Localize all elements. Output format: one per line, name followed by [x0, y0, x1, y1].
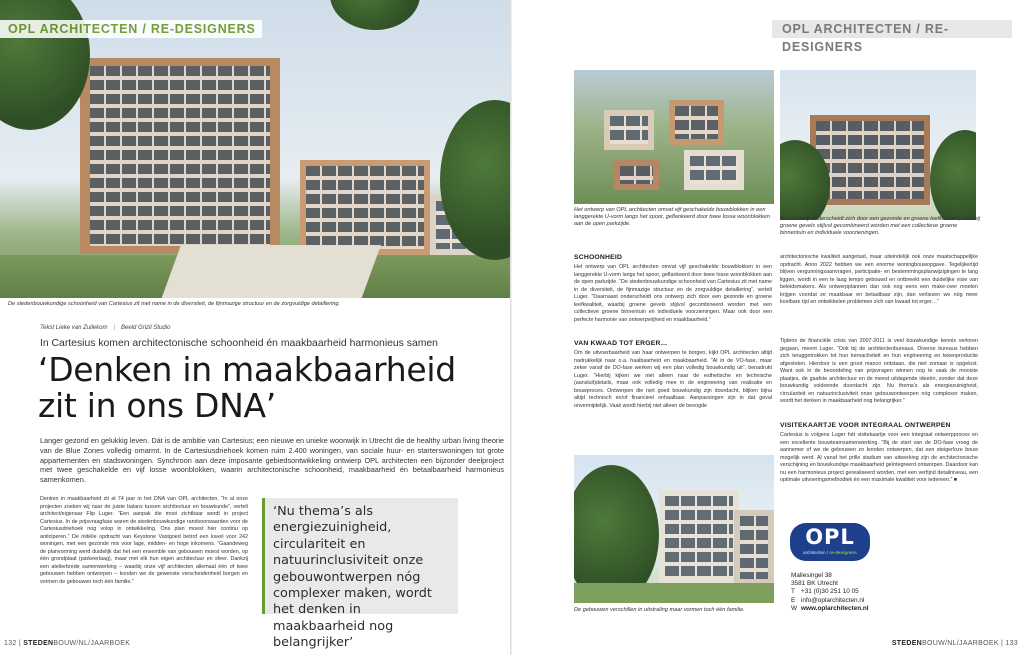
park-path: [159, 245, 381, 298]
phone-number: +31 (0)30 251 10 05: [801, 588, 859, 596]
hero-photo: [0, 0, 512, 298]
body-schoonheid: Het ontwerp van OPL architecten omvat vijf geschakelde bouwblokken in een langgerekte U-vorm langs het spoor, geflankeerd door twee losse woonblokken aan de open parkzijde. “De stedenbouwkundige schoonheid van Cartesius zit met name in de diversiteit, de fijnmazige structuur en de zorgvuldige detaillering”, vertelt Luger. “Daarnaast onderscheidt ons ontwerp zich door een gezonde en groene leefkwaliteit, waarbij groene gevels stijlvol gecombineerd worden met een collectieve groene binnentuin en individuele voorzieningen. Maar ook door een perfecte harmonie van ontwerpvrijheid en maakbaarheid.”: [574, 264, 772, 323]
address-city: 3581 BK Utrecht: [791, 580, 838, 588]
web-line: [791, 605, 869, 613]
bottom-photo-caption: De gebouwen verschillen in uitstraling maar vormen toch één familie.: [574, 607, 745, 613]
tree: [330, 0, 420, 30]
brand-bold-left: STEDEN: [23, 640, 54, 647]
logo-text: OPL: [805, 525, 855, 549]
main-building: [80, 58, 280, 254]
aerial-caption-1: Het ontwerp van OPL architecten omvat vijf geschakelde bouwblokken in een langgerekte U-vorm langs het spoor, geflankeerd door twee losse woonblokken aan de open parkzijde.: [574, 207, 770, 228]
standfirst: Langer gezond en gelukkig leven. Dát is de ambitie van Cartesius; een nieuwe en unieke woonwijk in Utrecht die de healthy urban living theorie van de Blue Zones volledig omarmt. In de Cartesiusdriehoek komen ruim 2.400 woningen, van sociale huur- en starterswoningen tot grote appartementen en stadswoningen. Synchroon aan deze imposante gebiedsontwikkeling ontwierp OPL architecten een bijzonder deelproject met twee geschakelde en vijf losse woonblokken, waarin architectonische schoonheid, maakbaarheid én betaalbaarheid harmonieus samenkomen.: [40, 436, 504, 485]
right-page: [512, 0, 1024, 655]
logo-sub-architecten: architecten: [803, 550, 826, 555]
body-right-2: Tijdens de financiële crisis van 2007-2011 is veel bouwkundige kennis verloren gegaan, meent Luger. “Ook bij de architectenbureaus. Diverse bureaus hebben zich teruggetrokken tot hun kernactiviteit en hun engineering en tekenproductie afgestoten. Hierdoor is een groot manco ontstaan, die niet zomaar is opgelost. Want ook in de beoordeling van prijsvragen winnen nog te vaak de mooiste plaatjes, de gaafste architectuur en de meest uitdagende ideeën, zonder dat deze bouwkundig voldoende doordacht zijn. Nu thema’s als energiezuinigheid, circulariteit en natuurinclusiviteit onze gebouwontwerpen nóg complexer maken, wordt het denken in maakbaarheid nog belangrijker.”: [780, 338, 978, 405]
article-credits: Tekst Lieke van Zuilekom | Beeld Grizli Studio: [40, 325, 171, 331]
website-link[interactable]: www.oplarchitecten.nl: [801, 604, 869, 612]
bottom-photo: [574, 455, 774, 603]
phone-label: T: [791, 588, 795, 596]
pull-quote: [262, 498, 458, 651]
body-right-1: architectonische kwaliteit aangetast, maar uiteindelijk ook onze maatschappelijke opdracht. Anno 2022 hebben we een enorme woningbouwopgave. Tegelijkertijd blijven vergunningsaanvragen, participatie- en bestemmingsplanwijzigingen te lang liggen, wordt in een te laag tempo gebouwd en ontbreekt een duidelijke visie van beleidsmakers. Als ontwerpplannen dan ook nog eens een make-over moeten krijgen voordat ze maakbaar en betaalbaar zijn, dan verliezen we nóg meer kostbare tijd en ontwikkelen problemen zich van kwaad tot erger…”: [780, 254, 978, 306]
logo-sub-redesigners: re-designers: [829, 550, 857, 555]
logo-subtitle: architecten / re-designers: [803, 550, 857, 555]
opl-logo: [790, 523, 870, 563]
body-kwaad: Om de uitvoerbaarheid van haar ontwerpen te borgen, kijkt OPL architecten altijd nadrukkelijk naar o.a. haalbaarheid en maakbaarheid. “Al in de VO-fase, maar zeker vanaf de DO-fase werken wij een plan volledig bouwkundig uit”, benadrukt Luger. “Hierbij kijken we niet alleen naar de esthetische en technische (aansluit)details, maar ook volledig mee in de engineering van realisatie en bouwproces. Ontwerpen die niet goed bouwkundig zijn doordacht, blijken bijna altijd technisch en/of financieel onhaalbaar. Aanpassingen zijn in dat geval onvermijdelijk. Vaak wordt hierbij niet alleen de beoogde: [574, 350, 772, 409]
address-street: Mallesingel 38: [791, 572, 832, 579]
email-label: E: [791, 596, 796, 604]
heading-kwaad: VAN KWAAD TOT ERGER…: [574, 340, 668, 347]
hero-caption: De stedenbouwkundige schoonheid van Cartesius zit met name in de diversiteit, de fijnmazige structuur en de zorgvuldige detaillering.: [8, 301, 341, 307]
web-label: W: [791, 604, 798, 612]
logo-badge: [790, 523, 870, 561]
folio-left: 132 | STEDENBOUW/NL/JAARBOEK: [4, 640, 131, 647]
credit-text: Tekst Lieke van Zuilekom: [40, 325, 108, 331]
section-title-right: OPL ARCHITECTEN / RE-DESIGNERS: [782, 22, 949, 54]
folio-right: STEDENBOUW/NL/JAARBOEK | 133: [891, 640, 1018, 647]
email-link[interactable]: info@oplarchitecten.nl: [801, 596, 865, 604]
email-line: [791, 597, 869, 605]
heading-schoonheid: SCHOONHEID: [574, 254, 623, 261]
phone-line: [791, 588, 869, 596]
page-number-right: 133: [1005, 640, 1018, 647]
section-title-left: OPL ARCHITECTEN / RE-DESIGNERS: [8, 22, 256, 36]
heading-visitekaartje: VISITEKAARTJE VOOR INTEGRAAL ONTWERPEN: [780, 422, 951, 429]
brand-bold-right: STEDEN: [891, 640, 923, 647]
aerial-caption-2: Het ontwerp onderscheidt zich door een gezonde en groene leefkwaliteit, waarbij groene gevels stijlvol gecombineerd worden met een collectieve groene binnentuin en individuele voorzieningen.: [780, 216, 980, 237]
aerial-photo-2: [780, 70, 976, 220]
credit-photo: Beeld Grizli Studio: [121, 325, 171, 331]
body-column-left: Denken in maakbaarheid zit al 74 jaar in het DNA van OPL architecten. “In al onze projecten zoeken wij naar de juiste balans tussen architectuur en bouwkunde”, vertelt architect/eigenaar Flip Luger. “Een aanpak die mooi zichtbaar wordt in project Cartesius. In de prijsvraagfase waren de stedenbouwkundige randvoorwaarden voor de Cartesiusdriehoek nog volop in ontwikkeling. Ons plan moest hier continu op anticiperen.” De initiële opdracht van Keystone Vastgoed betrof een kavel voor 242 woningen, met een gezonde mix voor lage, midden- en hoge inkomens. “Gaandeweg de planvorming werd duidelijk dat het een ensemble van gebouwen moest worden, op één grondplaat (parkeerlaag), maar met elk hun eigen architectuur en sfeer. Dankzij een atelierbrede samenwerking – waarbij onze vijf architecten allemaal één of twee gebouwen hebben ontworpen – konden we de gewenste verscheidenheid borgen en vormen de gebouwen toch één familie.”: [40, 496, 248, 586]
pull-quote-text: ‘Nu thema’s als energiezuinigheid, circulariteit en natuurinclusiviteit onze gebouwontwerpen nóg complexer maken, wordt het denken in maakbaarheid nog belangrijker’: [273, 504, 432, 651]
intro-lead: In Cartesius komen architectonische schoonheid én maakbaarheid harmonieus samen: [40, 338, 438, 349]
body-visitekaartje: Cartesius is volgens Luger hét visitekaartje voor een integraal ontwerpproces en een excellente bouwteamsamenwerking. “Bij de start van de DO-fase vroeg de aannemer of we de gebouwen zo konden ontwerpen, dat een steigerloze bouw mogelijk werd. Al vanaf het prille stadium van uitwerking zijn de architectonische verschijning en bouwkundige maakbaarheid geïntegreerd ontworpen. Daardoor kan nu een harmonieus project gerealiseerd worden, met een verfijnd detailniveau, een optimale uitvoeringsmethodiek én een maximale kwaliteit voor iedereen.” ■: [780, 432, 978, 484]
mid-building: [300, 160, 430, 255]
brand-rest-right: BOUW/NL/JAARBOEK: [922, 640, 999, 647]
contact-address: [791, 572, 869, 613]
section-header-left: [0, 20, 262, 38]
aerial-photo-1: [574, 70, 774, 204]
page-number-left: 132: [4, 640, 17, 647]
section-header-right: [772, 20, 1012, 54]
brand-rest-left: BOUW/NL/JAARBOEK: [53, 640, 131, 647]
page-title: ‘Denken in maakbaarheid zit in ons DNA’: [38, 350, 456, 425]
